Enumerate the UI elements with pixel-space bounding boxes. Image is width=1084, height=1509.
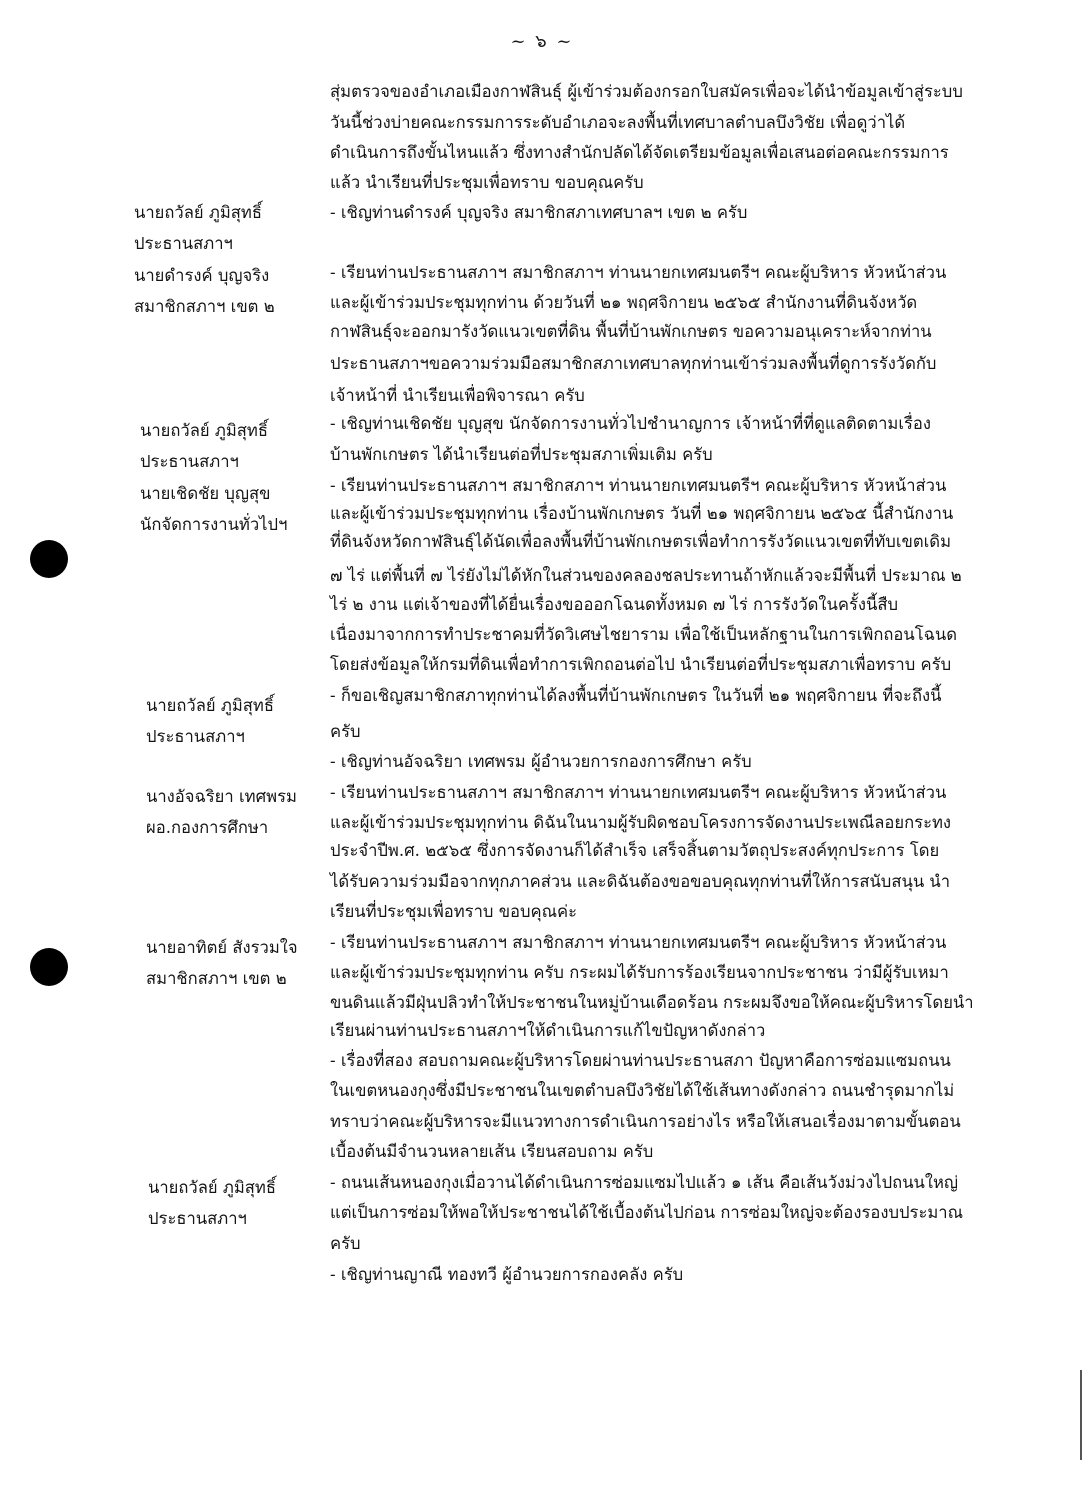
speaker-name: นายอาทิตย์ สังรวมใจ <box>146 938 298 957</box>
text-line: เรียนที่ประชุมเพื่อทราบ ขอบคุณค่ะ <box>330 902 578 921</box>
text-line: ในเขตหนองกุงซึ่งมีประชาชนในเขตตำบลบึงวิชัยได้ใช้เส้นทางดังกล่าว ถนนชำรุดมากไม่ <box>330 1081 955 1100</box>
text-line: - เรียนท่านประธานสภาฯ สมาชิกสภาฯ ท่านนายกเทศมนตรีฯ คณะผู้บริหาร หัวหน้าส่วน <box>330 783 947 802</box>
speaker-title: นักจัดการงานทั่วไปฯ <box>140 515 288 534</box>
text-line: สุ่มตรวจของอำเภอเมืองกาฬสินธุ์ ผู้เข้าร่วมต้องกรอกใบสมัครเพื่อจะได้นำข้อมูลเข้าสู่ระบบ <box>330 82 963 101</box>
text-line: และผู้เข้าร่วมประชุมทุกท่าน ครับ กระผมได้รับการร้องเรียนจากประชาชน ว่ามีผู้รับเหมา <box>330 963 949 982</box>
text-line: กาฬสินธุ์จะออกมารังวัดแนวเขตที่ดิน พื้นที่บ้านพักเกษตร ขอความอนุเคราะห์จากท่าน <box>330 322 932 341</box>
text-line: โดยส่งข้อมูลให้กรมที่ดินเพื่อทำการเพิกถอนต่อไป นำเรียนต่อที่ประชุมสภาเพื่อทราบ ครับ <box>330 655 952 674</box>
text-line: - เชิญท่านดำรงค์ บุญจริง สมาชิกสภาเทศบาลฯ เขต ๒ ครับ <box>330 203 748 222</box>
text-line: ครับ <box>330 722 361 741</box>
punch-hole-bottom <box>30 948 68 986</box>
text-line: ทราบว่าคณะผู้บริหารจะมีแนวทางการดำเนินการอย่างไร หรือให้เสนอเรื่องมาตามขั้นตอน <box>330 1112 961 1131</box>
text-line: ๗ ไร่ แต่พื้นที่ ๗ ไร่ยังไม่ได้หักในส่วนของคลองชลประทานถ้าหักแล้วจะมีพื้นที่ ประมาณ ๒ <box>330 566 962 585</box>
text-line: ประจำปีพ.ศ. ๒๕๖๕ ซึ่งการจัดงานก็ได้สำเร็จ เสร็จสิ้นตามวัตถุประสงค์ทุกประการ โดย <box>330 841 940 860</box>
text-line: และผู้เข้าร่วมประชุมทุกท่าน ดิฉันในนามผู้รับผิดชอบโครงการจัดงานประเพณีลอยกระทง <box>330 813 952 832</box>
punch-hole-top <box>30 540 68 578</box>
text-line: วันนี้ช่วงบ่ายคณะกรรมการระดับอำเภอจะลงพื้นที่เทศบาลตำบลบึงวิชัย เพื่อดูว่าได้ <box>330 113 906 132</box>
text-line: ดำเนินการถึงขั้นไหนแล้ว ซึ่งทางสำนักปลัดได้จัดเตรียมข้อมูลเพื่อเสนอต่อคณะกรรมการ <box>330 143 949 162</box>
speaker-title: ประธานสภาฯ <box>140 452 239 471</box>
text-line: เนื่องมาจากการทำประชาคมที่วัดวิเศษไชยาราม เพื่อใช้เป็นหลักฐานในการเพิกถอนโฉนด <box>330 625 958 644</box>
text-line: - เรื่องที่สอง สอบถามคณะผู้บริหารโดยผ่านท่านประธานสภา ปัญหาคือการซ่อมแซมถนน <box>330 1051 951 1070</box>
text-line: - เชิญท่านญาณี ทองทวี ผู้อำนวยการกองคลัง ครับ <box>330 1265 684 1284</box>
speaker-title: ประธานสภาฯ <box>146 727 245 746</box>
text-line: - ถนนเส้นหนองกุงเมื่อวานได้ดำเนินการซ่อมแซมไปแล้ว ๑ เส้น คือเส้นวังม่วงไปถนนใหญ่ <box>330 1173 959 1192</box>
speaker-name: นายถวัลย์ ภูมิสุทธิ์ <box>140 421 268 440</box>
speaker-title: ผอ.กองการศึกษา <box>146 818 269 837</box>
text-line: ครับ <box>330 1234 361 1253</box>
scan-edge-mark <box>1080 1370 1082 1460</box>
speaker-title: สมาชิกสภาฯ เขต ๒ <box>146 969 287 988</box>
text-line: ที่ดินจังหวัดกาฬสินธุ์ได้นัดเพื่อลงพื้นที่บ้านพักเกษตรเพื่อทำการรังวัดแนวเขตที่ทับเขตเดิม <box>330 532 952 551</box>
text-line: เบื้องต้นมีจำนวนหลายเส้น เรียนสอบถาม ครับ <box>330 1142 654 1161</box>
text-line: ไร่ ๒ งาน แต่เจ้าของที่ได้ยื่นเรื่องขอออกโฉนดทั้งหมด ๗ ไร่ การรังวัดในครั้งนี้สืบ <box>330 595 898 614</box>
text-line: ได้รับความร่วมมือจากทุกภาคส่วน และดิฉันต้องขอขอบคุณทุกท่านที่ให้การสนับสนุน นำ <box>330 872 951 891</box>
text-line: ขนดินแล้วมีฝุ่นปลิวทำให้ประชาชนในหมู่บ้านเดือดร้อน กระผมจึงขอให้คณะผู้บริหารโดยนำ <box>330 993 974 1012</box>
text-line: เจ้าหน้าที่ นำเรียนเพื่อพิจารณา ครับ <box>330 386 585 405</box>
text-line: และผู้เข้าร่วมประชุมทุกท่าน ด้วยวันที่ ๒๑ พฤศจิกายน ๒๕๖๕ สำนักงานที่ดินจังหวัด <box>330 293 918 312</box>
text-line: - เรียนท่านประธานสภาฯ สมาชิกสภาฯ ท่านนายกเทศมนตรีฯ คณะผู้บริหาร หัวหน้าส่วน <box>330 933 947 952</box>
text-line: - เรียนท่านประธานสภาฯ สมาชิกสภาฯ ท่านนายกเทศมนตรีฯ คณะผู้บริหาร หัวหน้าส่วน <box>330 476 947 495</box>
text-line: แล้ว นำเรียนที่ประชุมเพื่อทราบ ขอบคุณครับ <box>330 173 644 192</box>
text-line: เรียนผ่านท่านประธานสภาฯให้ดำเนินการแก้ไขปัญหาดังกล่าว <box>330 1021 766 1040</box>
speaker-title: ประธานสภาฯ <box>134 234 233 253</box>
text-line: - เรียนท่านประธานสภาฯ สมาชิกสภาฯ ท่านนายกเทศมนตรีฯ คณะผู้บริหาร หัวหน้าส่วน <box>330 263 947 282</box>
speaker-name: นายถวัลย์ ภูมิสุทธิ์ <box>148 1178 276 1197</box>
speaker-name: นายเชิดชัย บุญสุข <box>140 484 271 503</box>
text-line: และผู้เข้าร่วมประชุมทุกท่าน เรื่องบ้านพักเกษตร วันที่ ๒๑ พฤศจิกายน ๒๕๖๕ นี้สำนักงาน <box>330 504 954 523</box>
speaker-name: นายถวัลย์ ภูมิสุทธิ์ <box>146 696 274 715</box>
speaker-name: นายดำรงค์ บุญจริง <box>134 266 270 285</box>
speaker-name: นายถวัลย์ ภูมิสุทธิ์ <box>134 203 262 222</box>
text-line: บ้านพักเกษตร ได้นำเรียนต่อที่ประชุมสภาเพิ่มเติม ครับ <box>330 445 713 464</box>
speaker-title: สมาชิกสภาฯ เขต ๒ <box>134 297 275 316</box>
text-line: ประธานสภาฯขอความร่วมมือสมาชิกสภาเทศบาลทุกท่านเข้าร่วมลงพื้นที่ดูการรังวัดกับ <box>330 354 937 373</box>
page-number: ~ ๖ ~ <box>510 31 574 52</box>
speaker-name: นางอัจฉริยา เทศพรม <box>146 787 297 806</box>
speaker-title: ประธานสภาฯ <box>148 1209 247 1228</box>
text-line: - เชิญท่านอัจฉริยา เทศพรม ผู้อำนวยการกองการศึกษา ครับ <box>330 752 752 771</box>
text-line: - ก็ขอเชิญสมาชิกสภาทุกท่านได้ลงพื้นที่บ้านพักเกษตร ในวันที่ ๒๑ พฤศจิกายน ที่จะถึงนี้ <box>330 686 942 705</box>
text-line: แต่เป็นการซ่อมให้พอให้ประชาชนได้ใช้เบื้องต้นไปก่อน การซ่อมใหญ่จะต้องรองบประมาณ <box>330 1203 964 1222</box>
text-line: - เชิญท่านเชิดชัย บุญสุข นักจัดการงานทั่วไปชำนาญการ เจ้าหน้าที่ที่ดูแลติดตามเรื่อง <box>330 414 932 433</box>
